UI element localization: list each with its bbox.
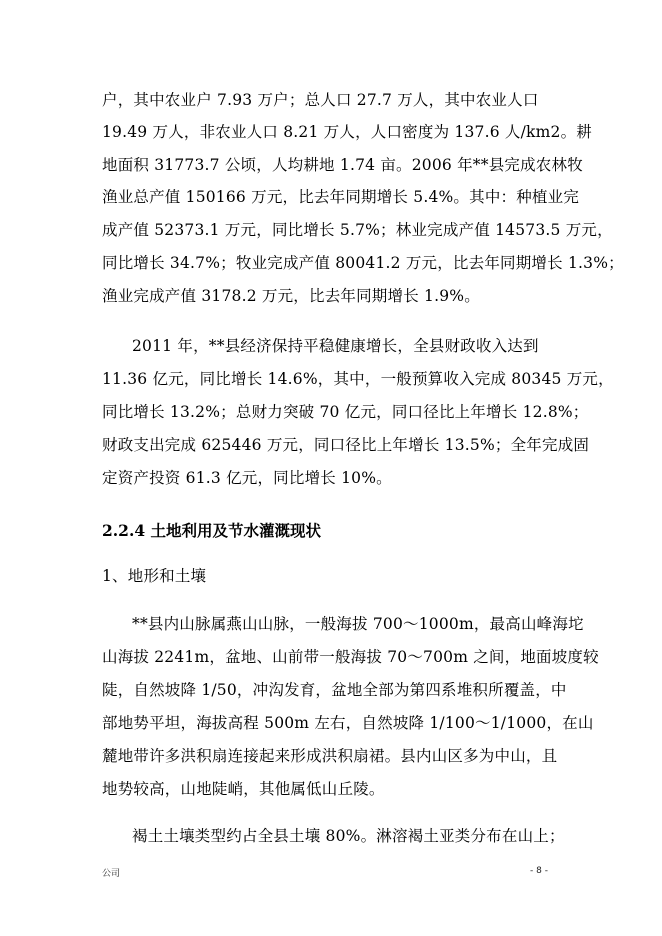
paragraph2-line-1: 2011 年，**县经济保持平稳健康增长，全县财政收入达到 [132,337,539,355]
paragraph1-line-6: 同比增长 34.7%；牧业完成产值 80041.2 万元，比去年同期增长 1.3%； [102,254,624,272]
paragraph3-line-5: 麓地带许多洪积扇连接起来形成洪积扇裙。县内山区多为中山，且 [102,747,558,765]
section-heading: 2.2.4 土地利用及节水灌溉现状 [102,521,322,540]
paragraph1-line-2: 19.49 万人，非农业人口 8.21 万人，人口密度为 137.6 人/km2。耕 [102,123,592,141]
paragraph2-line-5: 定资产投资 61.3 亿元，同比增长 10%。 [102,469,392,487]
page-number: - 8 - [530,866,548,876]
paragraph3-line-1: **县内山脉属燕山山脉，一般海拔 700～1000m，最高山峰海坨 [132,615,584,633]
paragraph1-line-5: 成产值 52373.1 万元，同比增长 5.7%；林业完成产值 14573.5 万元， [102,221,613,239]
paragraph2-line-3: 同比增长 13.2%；总财力突破 70 亿元，同口径比上年增长 12.8%； [102,403,589,421]
paragraph3-line-2: 山海拔 2241m，盆地、山前带一般海拔 70～700m 之间，地面坡度较 [102,648,599,666]
paragraph1-line-7: 渔业完成产值 3178.2 万元，比去年同期增长 1.9%。 [102,287,480,305]
paragraph2-line-2: 11.36 亿元，同比增长 14.6%，其中，一般预算收入完成 80345 万元， [102,370,614,388]
paragraph3-line-6: 地势较高，山地陡峭，其他属低山丘陵。 [102,780,385,798]
paragraph3-line-4: 部地势平坦，海拔高程 500m 左右，自然坡降 1/100～1/1000，在山 [102,714,594,732]
paragraph1-line-3: 地面积 31773.7 公顷，人均耕地 1.74 亩。2006 年**县完成农林牧 [102,156,583,174]
footer-company: 公司 [102,869,121,879]
paragraph4-line-1: 褐土土壤类型约占全县土壤 80%。淋溶褐土亚类分布在山上； [132,827,565,845]
paragraph2-line-4: 财政支出完成 625446 万元，同口径比上年增长 13.5%；全年完成固 [102,436,590,454]
paragraph1-line-4: 渔业总产值 150166 万元，比去年同期增长 5.4%。其中：种植业完 [102,188,580,206]
subheading: 1、地形和土壤 [102,567,207,585]
paragraph1-line-1: 户，其中农业户 7.93 万户；总人口 27.7 万人，其中农业人口 [102,91,539,109]
paragraph3-line-3: 陡，自然坡降 1/50，冲沟发育，盆地全部为第四系堆积所覆盖，中 [102,681,567,699]
